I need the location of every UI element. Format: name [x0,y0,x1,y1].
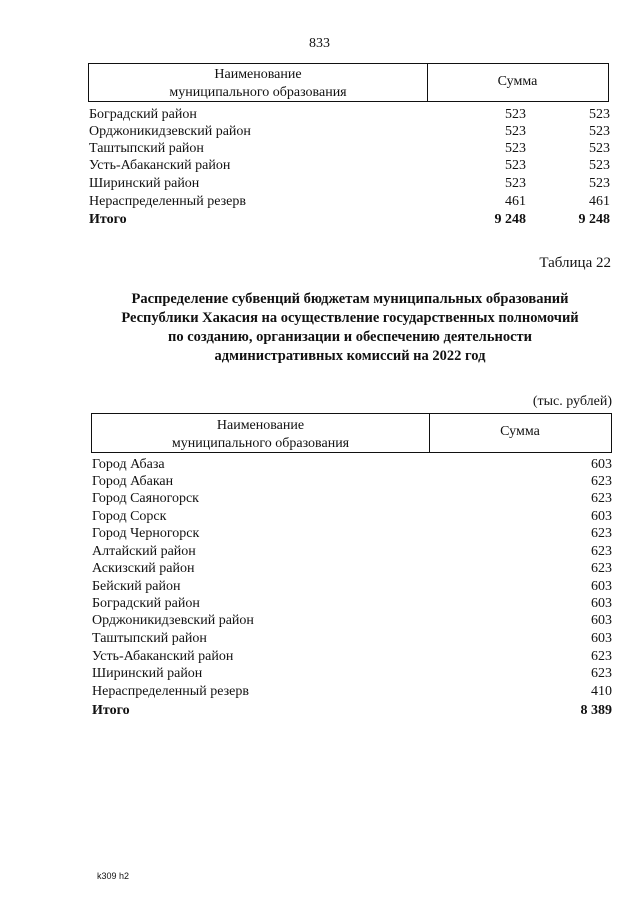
table2-row-value: 603 [591,509,612,524]
table-heading-line2: Республики Хакасия на осуществление государственных полномочий [121,310,579,326]
table1-header-name-line1: Наименование [214,67,302,82]
table2-header [91,413,612,453]
table1-row-value2: 523 [589,141,610,156]
table2-row [0,560,639,577]
table1-row [0,123,639,140]
table1-row [0,106,639,123]
table1-row-value1: 523 [505,124,526,139]
table2-row [0,665,639,682]
table1-row-value1: 523 [505,141,526,156]
table2-row [0,525,639,542]
units-label: (тыс. рублей) [532,394,612,409]
table2-row-value: 603 [591,631,612,646]
table2-row-name: Ширинский район [92,666,203,681]
table2-row-name: Таштыпский район [92,631,207,646]
table2-header-name-line1: Наименование [216,418,305,433]
table2-row-name: Город Абакан [92,474,174,489]
table1-header-name [89,66,427,102]
table-heading-line4: административных комиссий на 2022 год [214,348,486,364]
table1-row-name: Боградский район [89,107,197,122]
table1-row [0,175,639,192]
table1-total-row [0,211,639,228]
table2-row-name: Алтайский район [92,544,196,559]
table2-row-value: 623 [591,666,612,681]
table2-total-row [0,702,639,719]
table2-row [0,648,639,665]
table1-row-name: Нераспределенный резерв [89,194,246,209]
table2-row [0,543,639,560]
footer-code: k309 h2 [97,871,130,881]
table1-total-label: Итого [89,212,127,227]
table2-row-value: 623 [591,544,612,559]
table2-row-value: 603 [591,457,612,472]
table1-row-name: Ширинский район [89,176,200,191]
table2-row-name: Город Сорск [92,509,167,524]
table2-row-name: Город Саяногорск [92,491,199,506]
table1-row-value2: 523 [589,176,610,191]
table2-row-value: 410 [591,684,612,699]
table2-row-name: Нераспределенный резерв [92,684,249,699]
table-label: Таблица 22 [539,255,611,271]
table2-row-name: Город Абаза [92,457,165,472]
table1-row [0,193,639,210]
page-number: 833 [309,36,330,51]
table2-total-value: 8 389 [580,703,612,718]
table1-total-value2: 9 248 [578,212,610,227]
table1-row-value2: 523 [589,107,610,122]
table1-row-value2: 523 [589,158,610,173]
table2-row-value: 603 [591,596,612,611]
table2-row-name: Боградский район [92,596,200,611]
table1-header [88,63,609,102]
table-heading-line3: по созданию, организации и обеспечению деятельности [167,329,532,345]
table2-row [0,508,639,525]
table2-row-value: 623 [591,526,612,541]
table1-row-value1: 523 [505,107,526,122]
table2-row [0,595,639,612]
table2-row-value: 623 [591,491,612,506]
table2-row-name: Аскизский район [92,561,195,576]
table1-header-name-line2: муниципального образования [169,85,347,100]
table2-total-label: Итого [92,703,130,718]
table2-row-value: 623 [591,561,612,576]
table1-total-value1: 9 248 [494,212,526,227]
table1-row-value1: 461 [505,194,526,209]
table2-row-name: Город Черногорск [92,526,200,541]
table2-row [0,630,639,647]
table2-row [0,456,639,473]
table1-row-value1: 523 [505,176,526,191]
table1-row-value2: 523 [589,124,610,139]
table1-row-value2: 461 [589,194,610,209]
table2-row [0,578,639,595]
table2-row-value: 623 [591,649,612,664]
table-heading-line1: Распределение субвенций бюджетам муниципальных образований [131,291,569,307]
table-heading [90,290,610,366]
table1-row-name: Таштыпский район [89,141,204,156]
table1-row-name: Усть-Абаканский район [89,158,231,173]
table2-row-value: 603 [591,613,612,628]
table2-header-name [92,417,429,453]
table2-row [0,490,639,507]
table2-header-sum: Сумма [500,424,540,439]
table1-row [0,140,639,157]
table2-row [0,683,639,700]
table2-row [0,612,639,629]
table2-row-name: Орджоникидзевский район [92,613,254,628]
table2-row-name: Усть-Абаканский район [92,649,234,664]
table2-header-name-line2: муниципального образования [171,436,350,451]
table1-row [0,157,639,174]
table2-row-name: Бейский район [92,579,181,594]
table1-header-sum: Сумма [497,74,538,89]
table2-row [0,473,639,490]
table2-row-value: 603 [591,579,612,594]
table2-row-value: 623 [591,474,612,489]
table1-row-value1: 523 [505,158,526,173]
table1-row-name: Орджоникидзевский район [89,124,251,139]
